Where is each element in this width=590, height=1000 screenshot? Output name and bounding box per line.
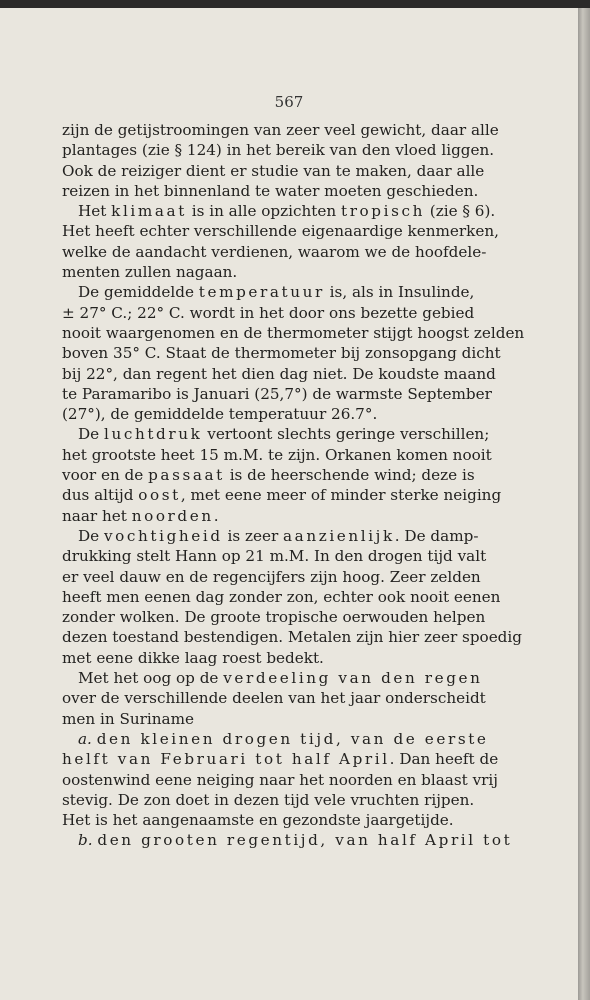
spaced-term: oost xyxy=(138,486,181,505)
spaced-term: aanzienlijk xyxy=(283,526,395,545)
text-line: ± 27° C.; 22° C. wordt in het door ons bezette gebied xyxy=(62,303,475,322)
body-text xyxy=(62,120,525,851)
spaced-term: klimaat xyxy=(111,202,187,221)
text-line: naar het noorden. xyxy=(62,506,219,525)
text-line: De luchtdruk vertoont slechts geringe verschillen; xyxy=(78,425,490,444)
text-line: Ook de reiziger dient er studie van te maken, daar alle xyxy=(62,161,485,180)
item-letter: b. xyxy=(78,831,93,850)
text-line: over de verschillende deelen van het jaar onderscheidt xyxy=(62,689,486,708)
text-line: plantages (zie § 124) in het bereik van den vloed liggen. xyxy=(62,141,495,160)
text-line: te Paramaribo is Januari (25,7°) de warmste September xyxy=(62,384,492,403)
text-line: dus altijd oost, met eene meer of minder sterke neiging xyxy=(62,486,502,505)
text-line: nooit waargenomen en de thermometer stijgt hoogst zelden xyxy=(62,323,525,342)
text-line xyxy=(62,830,513,850)
text-line: (27°), de gemiddelde temperatuur 26.7°. xyxy=(62,405,378,424)
item-letter: a. xyxy=(78,729,92,748)
text-line: Met het oog op de verdeeling van den regen xyxy=(78,669,483,688)
spaced-term: luchtdruk xyxy=(104,425,203,444)
spaced-term: vochtigheid xyxy=(104,526,223,545)
text-line: heeft men eenen dag zonder zon, echter ook nooit eenen xyxy=(62,587,501,606)
text-line: boven 35° C. Staat de thermometer bij zonsopgang dicht xyxy=(62,344,501,363)
text-line: oostenwind eene neiging naar het noorden en blaast vrij xyxy=(62,770,498,789)
text-line: er veel dauw en de regencijfers zijn hoog. Zeer zelden xyxy=(62,567,481,586)
text-line: stevig. De zon doet in dezen tijd vele vruchten rijpen. xyxy=(62,790,475,809)
spaced-term: tropisch xyxy=(340,202,425,221)
text-line: De vochtigheid is zeer aanzienlijk. De damp- xyxy=(78,526,479,545)
text-line: De gemiddelde temperatuur is, als in Insulinde, xyxy=(78,283,475,302)
text-line: het grootste heet 15 m.M. te zijn. Orkanen komen nooit xyxy=(62,445,492,464)
page-edge xyxy=(578,8,590,1000)
text-line: voor en de passaat is de heerschende wind; deze is xyxy=(62,466,475,485)
text-line: welke de aandacht verdienen, waarom we de hoofdele- xyxy=(62,242,487,261)
spaced-term: temperatuur xyxy=(198,283,325,302)
text-line: helft van Februari tot half April. Dan heeft de xyxy=(62,750,499,769)
spaced-term: passaat xyxy=(148,466,225,485)
text-line: Het heeft echter verschillende eigenaardige kenmerken, xyxy=(62,222,499,241)
text-line: Het klimaat is in alle opzichten tropisch (zie § 6). xyxy=(78,202,496,221)
text-line: dezen toestand bestendigen. Metalen zijn hier zeer spoedig xyxy=(62,628,522,647)
text-line xyxy=(62,729,489,749)
spaced-term: den grooten regentijd, van half April tot xyxy=(97,831,513,850)
text-line: Het is het aangenaamste en gezondste jaargetijde. xyxy=(62,811,454,830)
text-line: drukking stelt Hann op 21 m.M. In den drogen tijd valt xyxy=(62,547,487,566)
text-line: bij 22°, dan regent het dien dag niet. De koudste maand xyxy=(62,364,496,383)
spaced-term: verdeeling van den regen xyxy=(223,669,483,688)
spaced-term: noorden xyxy=(131,506,214,525)
text-line: reizen in het binnenland te water moeten geschieden. xyxy=(62,181,479,200)
text-line: menten zullen nagaan. xyxy=(62,263,238,282)
spaced-term: den kleinen drogen tijd, van de eerste xyxy=(96,729,489,748)
text-line: met eene dikke laag roest bedekt. xyxy=(62,648,324,667)
page-number: 567 xyxy=(274,93,304,111)
text-line: zijn de getijstroomingen van zeer veel gewicht, daar alle xyxy=(62,121,499,139)
text-line: zonder wolken. De groote tropische oerwouden helpen xyxy=(62,608,486,627)
spaced-term: helft van Februari tot half April xyxy=(62,750,390,769)
text-line: men in Suriname xyxy=(62,709,194,728)
